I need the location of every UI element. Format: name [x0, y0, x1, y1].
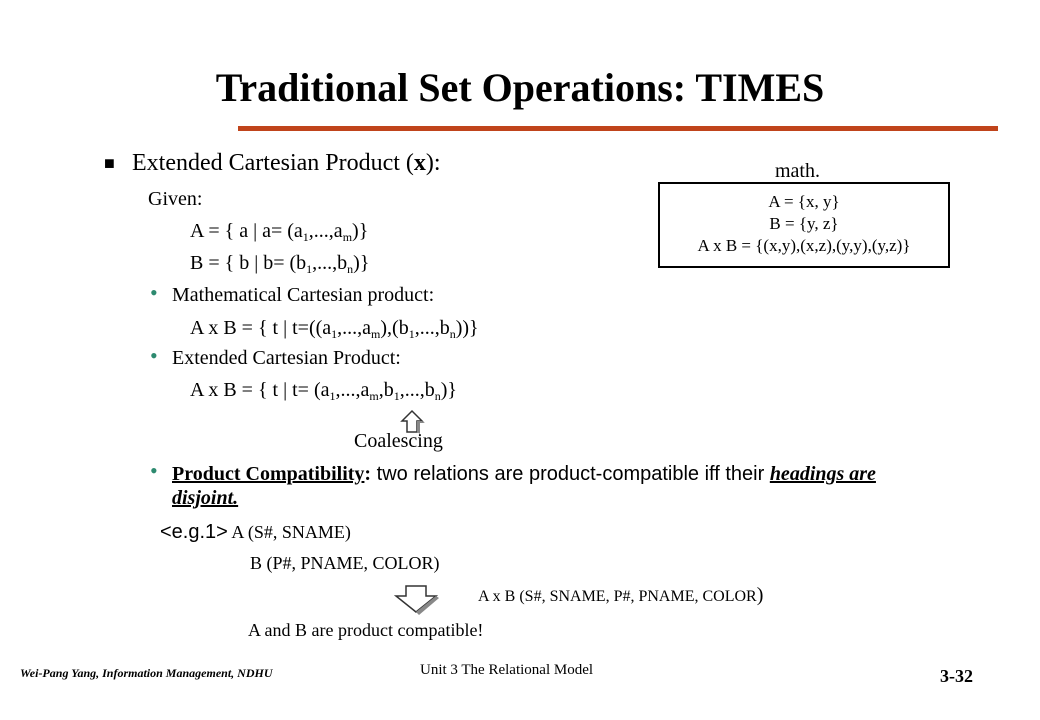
example-line-a: <e.g.1> A (S#, SNAME) — [160, 521, 351, 543]
section-heading: Extended Cartesian Product (x): — [132, 150, 441, 176]
extended-product-formula: A x B = { t | $t= (a_1,...,a_m,b_1,...,b_n)$} — [190, 379, 457, 403]
footer-author: Wei-Pang Yang, Information Management, NDHU — [20, 666, 273, 680]
example-product-result: A x B (S#, SNAME, P#, PNAME, COLOR) — [478, 584, 764, 606]
down-arrow-icon — [392, 584, 442, 616]
coalescing-label: Coalescing — [354, 430, 443, 452]
set-a-definition: A = { a | $a= (a_1,...,a_m)$} — [190, 220, 369, 244]
extended-product-label: Extended Cartesian Product: — [172, 347, 401, 369]
set-b-definition: B = { b | $b= (b_1,...,b_n)$} — [190, 252, 370, 276]
math-label: math. — [775, 160, 820, 182]
page-number: 3-32 — [940, 666, 973, 686]
example-conclusion: A and B are product compatible! — [248, 620, 484, 640]
math-box-line: A x B = {(x,y),(x,z),(y,y),(y,z)} — [697, 236, 911, 255]
slide-title: Traditional Set Operations: TIMES — [215, 65, 825, 110]
math-product-label: Mathematical Cartesian product: — [172, 284, 435, 306]
square-bullet-icon: ■ — [104, 153, 115, 173]
bullet-dot-icon: • — [150, 343, 158, 368]
math-example-box — [658, 182, 950, 268]
bullet-dot-icon: • — [150, 280, 158, 305]
math-box-line: B = {y, z} — [769, 214, 839, 233]
product-compatibility-line: Product Compatibility: two relations are product-compatible iff their headings are — [172, 463, 876, 485]
math-box-line: A = {x, y} — [768, 192, 840, 211]
product-compatibility-line2: disjoint. — [172, 487, 239, 509]
math-product-formula: A x B = { t | $t=((a_1,...,a_m),(b_1,...,b_n))$} — [190, 317, 479, 341]
bullet-dot-icon: • — [150, 458, 158, 483]
title-rule — [238, 126, 998, 131]
given-label: Given: — [148, 188, 203, 210]
footer-unit: Unit 3 The Relational Model — [420, 662, 594, 678]
example-line-b: B (P#, PNAME, COLOR) — [250, 553, 440, 573]
